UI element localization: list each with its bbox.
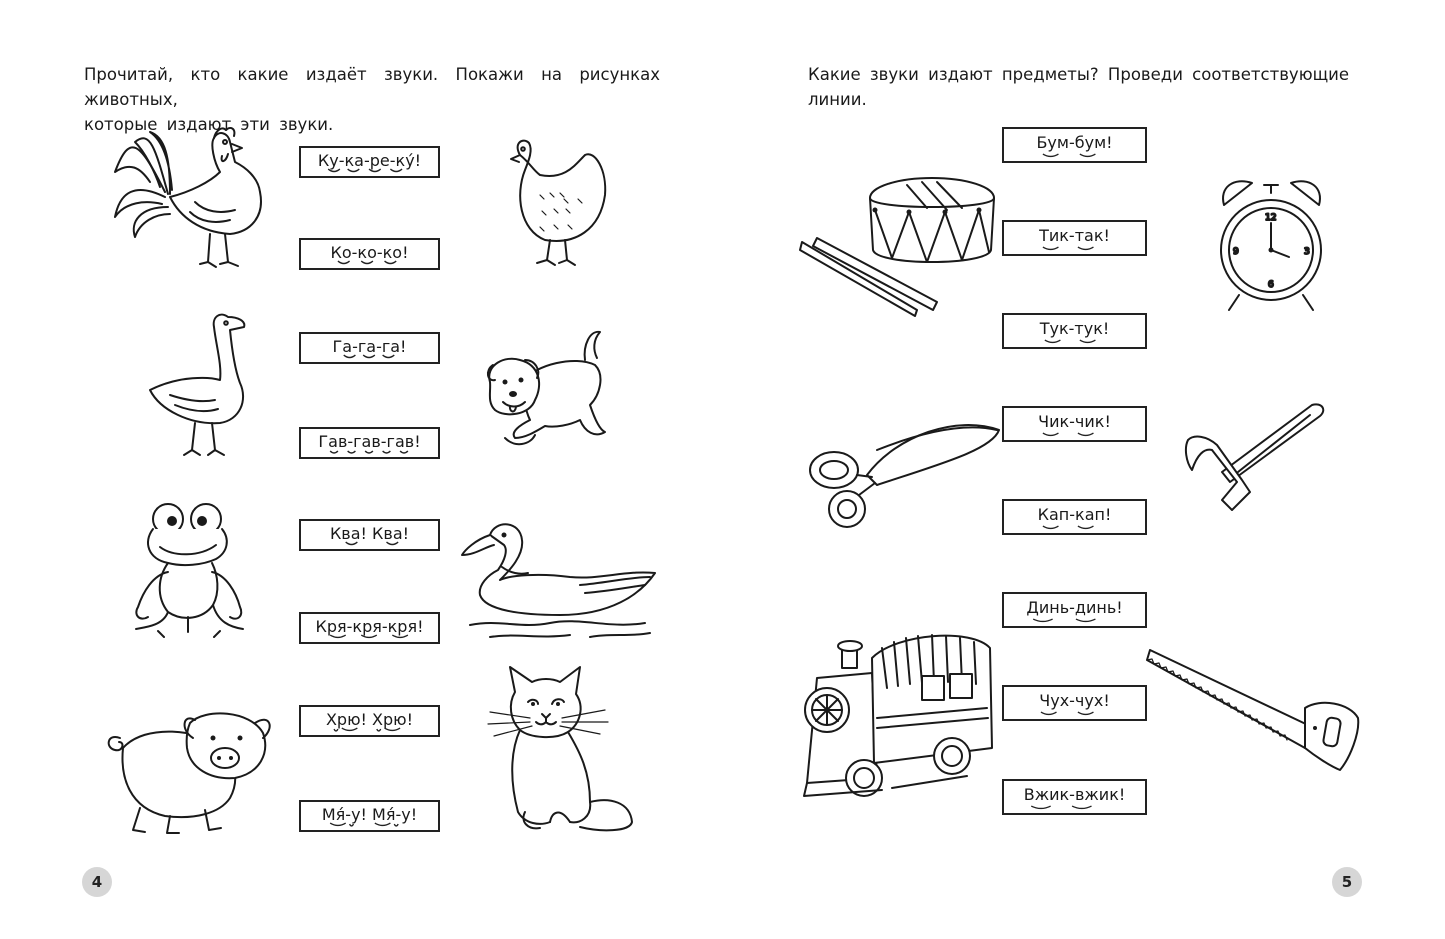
pig-picture [105, 708, 275, 838]
syllable-arcs [1004, 431, 1145, 439]
sound-label: Га-га-га! [332, 337, 407, 356]
syllable-arcs [301, 353, 438, 361]
right-page [722, 0, 1445, 939]
sound-box [299, 332, 440, 364]
sound-box [1002, 313, 1147, 349]
rooster-picture [110, 122, 270, 280]
sound-box [1002, 406, 1147, 442]
sound-box [299, 612, 440, 644]
svg-text:3: 3 [1304, 247, 1310, 257]
sound-box [1002, 499, 1147, 535]
alarm-clock-picture [1214, 175, 1329, 315]
syllable-arcs [1004, 524, 1145, 532]
cat-picture [480, 662, 640, 834]
svg-text:12: 12 [1265, 213, 1277, 223]
sound-box [299, 238, 440, 270]
scissors-picture [807, 405, 1002, 530]
syllable-arcs [301, 259, 438, 267]
syllable-arcs [1004, 152, 1145, 160]
hen-picture [495, 135, 610, 275]
syllable-arcs [301, 821, 438, 829]
syllable-arcs [1004, 710, 1145, 718]
syllable-arcs [301, 633, 438, 641]
sound-box [1002, 127, 1147, 163]
frog-picture [128, 497, 250, 645]
goose-picture [140, 305, 255, 463]
saw-picture [1145, 648, 1365, 776]
syllable-arcs [1004, 804, 1145, 812]
sound-box [299, 800, 440, 832]
sound-label: Ко-ко-ко! [330, 243, 409, 262]
sound-box [299, 146, 440, 178]
sound-label: Вжик-вжик! [1023, 785, 1126, 804]
sound-label: Тук-тук! [1039, 319, 1110, 338]
svg-text:9: 9 [1233, 247, 1239, 257]
sound-box [1002, 220, 1147, 256]
left-instruction-line-2: которые издают эти звуки. [84, 115, 334, 134]
syllable-arcs [301, 167, 438, 175]
page-number-left: 4 [82, 867, 112, 897]
sound-label: Чух-чух! [1039, 691, 1110, 710]
right-instruction: Какие звуки издают предметы? Проведи соответствующие линии. [808, 65, 1349, 109]
sound-label: Мя́-у! Мя́-у! [321, 805, 418, 824]
sound-label: Ква! Ква! [329, 524, 410, 543]
sound-box [299, 705, 440, 737]
duck-picture [460, 515, 660, 645]
sound-label: Гав-гав-гав! [318, 432, 421, 451]
sound-box [299, 519, 440, 551]
sound-label: Чик-чик! [1038, 412, 1111, 431]
sound-label: Тик-так! [1039, 226, 1110, 245]
sound-box [1002, 685, 1147, 721]
drum-picture [797, 170, 1012, 320]
syllable-arcs [1004, 245, 1145, 253]
syllable-arcs [301, 726, 438, 734]
sound-box [1002, 592, 1147, 628]
left-instruction-line-1: Прочитай, кто какие издаёт звуки. Покажи на рисунках животных, [84, 65, 660, 109]
syllable-arcs [1004, 617, 1145, 625]
page-number-right: 5 [1332, 867, 1362, 897]
sound-label: Кап-кап! [1037, 505, 1112, 524]
syllable-arcs [1004, 338, 1145, 346]
sound-label: Хрю! Хрю! [325, 710, 414, 729]
sound-label: Кря-кря-кря! [315, 617, 424, 636]
train-picture [802, 628, 1002, 803]
syllable-arcs [301, 448, 438, 456]
hammer-picture [1182, 400, 1327, 520]
syllable-arcs [301, 540, 438, 548]
sound-box [299, 427, 440, 459]
sound-label: Бум-бум! [1036, 133, 1113, 152]
puppy-picture [485, 320, 610, 465]
sound-label: Ку-ка-ре-кý! [317, 151, 422, 170]
sound-label: Динь-динь! [1026, 598, 1123, 617]
svg-text:6: 6 [1268, 280, 1274, 290]
left-page [0, 0, 722, 939]
sound-box [1002, 779, 1147, 815]
